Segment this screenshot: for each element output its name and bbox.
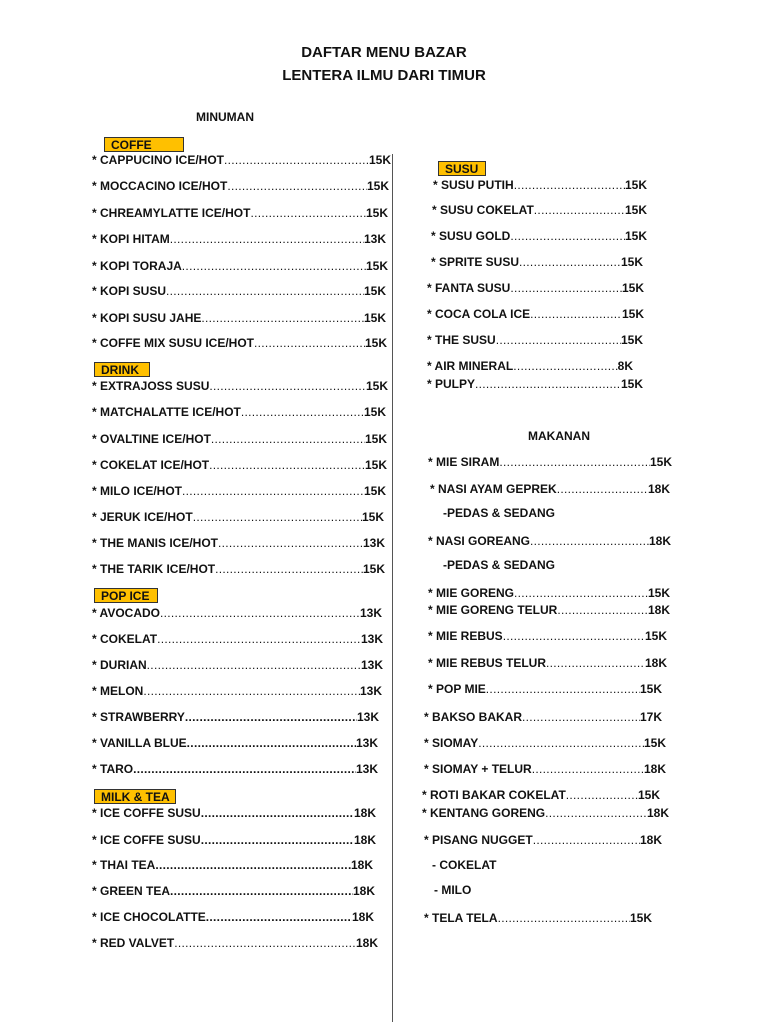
- menu-item: * COFFE MIX SUSU ICE/HOT ..... 15K: [92, 335, 387, 351]
- menu-subtitle: LENTERA ILMU DARI TIMUR: [282, 67, 486, 84]
- category-milk-tea: MILK & TEA: [94, 789, 176, 804]
- menu-item: * MIE SIRAM ..... 15K: [428, 454, 672, 470]
- menu-item: * MIE REBUS TELUR ..... 18K: [428, 655, 667, 671]
- menu-item: * NASI GOREANG ..... 18K: [428, 533, 671, 549]
- menu-item: * BAKSO BAKAR ..... 17K: [424, 709, 662, 725]
- menu-item: * KENTANG GORENG ..... 18K: [422, 805, 669, 821]
- menu-item: * MELON ..... 13K: [92, 683, 382, 699]
- menu-item: * SPRITE SUSU ..... 15K: [431, 254, 643, 270]
- menu-item: * JERUK ICE/HOT ..... 15K: [92, 509, 384, 525]
- menu-item: * MIE REBUS ..... 15K: [428, 628, 667, 644]
- category-coffe: COFFE: [104, 137, 184, 152]
- menu-item: * DURIAN ..... 13K: [92, 657, 383, 673]
- menu-item: * FANTA SUSU ..... 15K: [427, 280, 644, 296]
- menu-note: -PEDAS & SEDANG: [443, 558, 556, 572]
- menu-item: * TARO ..... 13K: [92, 761, 378, 777]
- menu-item: * SUSU PUTIH ..... 15K: [433, 177, 647, 193]
- column-divider: [392, 154, 393, 1022]
- category-drink: DRINK: [94, 362, 150, 377]
- menu-item: * KOPI TORAJA ..... 15K: [92, 258, 388, 274]
- menu-item: * MIE GORENG TELUR ..... 18K: [428, 602, 670, 618]
- menu-item: * THE TARIK ICE/HOT ..... 15K: [92, 561, 385, 577]
- menu-note: - COKELAT: [432, 858, 497, 872]
- menu-item: * THAI TEA ..... 18K: [92, 857, 373, 873]
- menu-item: * STRAWBERRY ..... 13K: [92, 709, 379, 725]
- menu-item: * PULPY ..... 15K: [427, 376, 643, 392]
- menu-item: * ICE COFFE SUSU ..... 18K: [92, 832, 376, 848]
- menu-item: * SUSU GOLD ..... 15K: [431, 228, 647, 244]
- menu-item: * AVOCADO ..... 13K: [92, 605, 382, 621]
- menu-item: * COKELAT ..... 13K: [92, 631, 383, 647]
- menu-title: DAFTAR MENU BAZAR: [301, 44, 467, 61]
- menu-item: * MOCCACINO ICE/HOT ..... 15K: [92, 178, 389, 194]
- menu-item: * TELA TELA ..... 15K: [424, 910, 652, 926]
- menu-item: * KOPI HITAM ..... 13K: [92, 231, 386, 247]
- menu-item: * PISANG NUGGET ..... 18K: [424, 832, 662, 848]
- menu-item: * THE SUSU ..... 15K: [427, 332, 643, 348]
- menu-item: * MIE GORENG ..... 15K: [428, 585, 670, 601]
- menu-item: * KOPI SUSU JAHE ..... 15K: [92, 310, 386, 326]
- minuman-heading: MINUMAN: [196, 110, 254, 124]
- menu-item: * VANILLA BLUE ..... 13K: [92, 735, 378, 751]
- menu-item: * CHREAMYLATTE ICE/HOT ..... 15K: [92, 205, 388, 221]
- menu-item: * MILO ICE/HOT ..... 15K: [92, 483, 386, 499]
- menu-item: * RED VALVET ..... 18K: [92, 935, 378, 951]
- menu-item: * SIOMAY ..... 15K: [424, 735, 666, 751]
- menu-item: * AIR MINERAL ..... 8K: [427, 358, 633, 374]
- menu-item: * ICE CHOCOLATTE ..... 18K: [92, 909, 374, 925]
- menu-item: * SIOMAY + TELUR ..... 18K: [424, 761, 666, 777]
- menu-item: * GREEN TEA ..... 18K: [92, 883, 375, 899]
- menu-item: * KOPI SUSU ..... 15K: [92, 283, 386, 299]
- menu-item: * SUSU COKELAT ..... 15K: [432, 202, 647, 218]
- menu-note: -PEDAS & SEDANG: [443, 506, 556, 520]
- menu-item: * EXTRAJOSS SUSU ..... 15K: [92, 378, 388, 394]
- menu-item: * MATCHALATTE ICE/HOT ..... 15K: [92, 404, 386, 420]
- makanan-heading: MAKANAN: [528, 429, 590, 443]
- menu-item: * CAPPUCINO ICE/HOT ..... 15K: [92, 152, 391, 168]
- menu-item: * COKELAT ICE/HOT ..... 15K: [92, 457, 387, 473]
- menu-item: * OVALTINE ICE/HOT ..... 15K: [92, 431, 387, 447]
- menu-item: * COCA COLA ICE ..... 15K: [427, 306, 644, 322]
- menu-item: * THE MANIS ICE/HOT ..... 13K: [92, 535, 385, 551]
- menu-item: * ROTI BAKAR COKELAT ..... 15K: [422, 787, 660, 803]
- menu-item: * POP MIE ..... 15K: [428, 681, 662, 697]
- menu-item: * ICE COFFE SUSU ..... 18K: [92, 805, 376, 821]
- menu-item: * NASI AYAM GEPREK ..... 18K: [430, 481, 670, 497]
- category-susu: SUSU: [438, 161, 486, 176]
- category-pop-ice: POP ICE: [94, 588, 158, 603]
- menu-note: - MILO: [434, 883, 472, 897]
